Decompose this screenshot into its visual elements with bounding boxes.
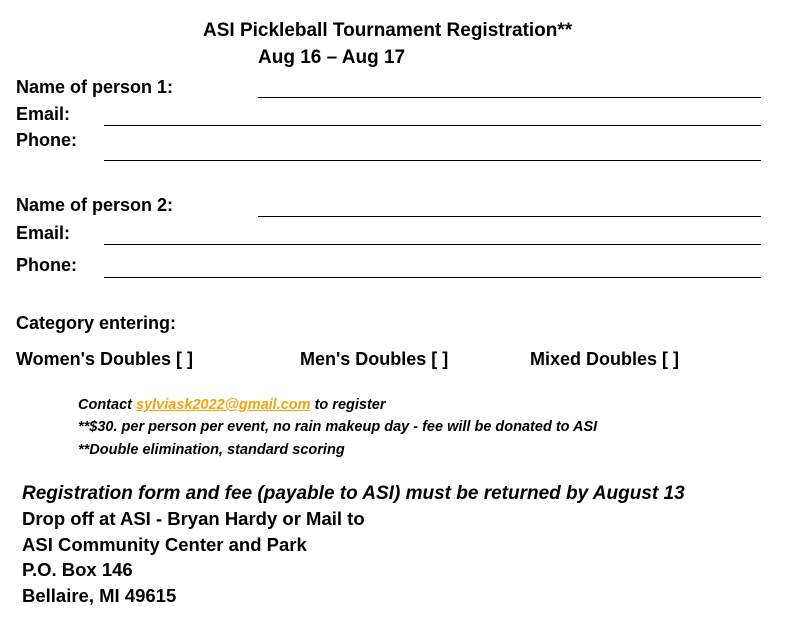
person1-email-field[interactable] <box>104 125 761 126</box>
dropoff-note: Drop off at ASI - Bryan Hardy or Mail to <box>22 508 365 529</box>
person1-phone-label: Phone: <box>16 130 77 150</box>
person2-email-field[interactable] <box>104 244 761 245</box>
person1-name-field[interactable] <box>258 97 761 98</box>
contact-email-link[interactable]: sylviask2022@gmail.com <box>136 397 311 413</box>
mail-org: ASI Community Center and Park <box>22 534 307 555</box>
person2-name-field[interactable] <box>258 216 761 217</box>
person2-phone-label: Phone: <box>16 255 77 275</box>
womens-doubles-option[interactable]: Women's Doubles [ ] <box>16 349 193 369</box>
person1-phone-field[interactable] <box>104 160 761 161</box>
contact-note <box>78 397 386 413</box>
format-note: **Double elimination, standard scoring <box>78 442 345 458</box>
person2-email-label: Email: <box>16 223 71 243</box>
person1-email-label: Email: <box>16 104 71 124</box>
form-title: ASI Pickleball Tournament Registration** <box>203 20 573 41</box>
person2-phone-field[interactable] <box>104 277 761 278</box>
mail-pobox: P.O. Box 146 <box>22 559 133 580</box>
mens-doubles-option[interactable]: Men's Doubles [ ] <box>300 349 449 369</box>
category-heading: Category entering: <box>16 313 177 333</box>
person2-name-label: Name of person 2: <box>16 195 174 215</box>
mixed-doubles-option[interactable]: Mixed Doubles [ ] <box>530 349 680 369</box>
contact-suffix: to register <box>310 397 386 413</box>
mail-city: Bellaire, MI 49615 <box>22 585 177 606</box>
person1-name-label: Name of person 1: <box>16 77 174 97</box>
contact-prefix: Contact <box>78 397 136 413</box>
event-dates: Aug 16 – Aug 17 <box>258 47 406 68</box>
fee-note: **$30. per person per event, no rain makeup day - fee will be donated to ASI <box>78 419 598 435</box>
deadline-note: Registration form and fee (payable to ASI) must be returned by August 13 <box>22 483 685 504</box>
